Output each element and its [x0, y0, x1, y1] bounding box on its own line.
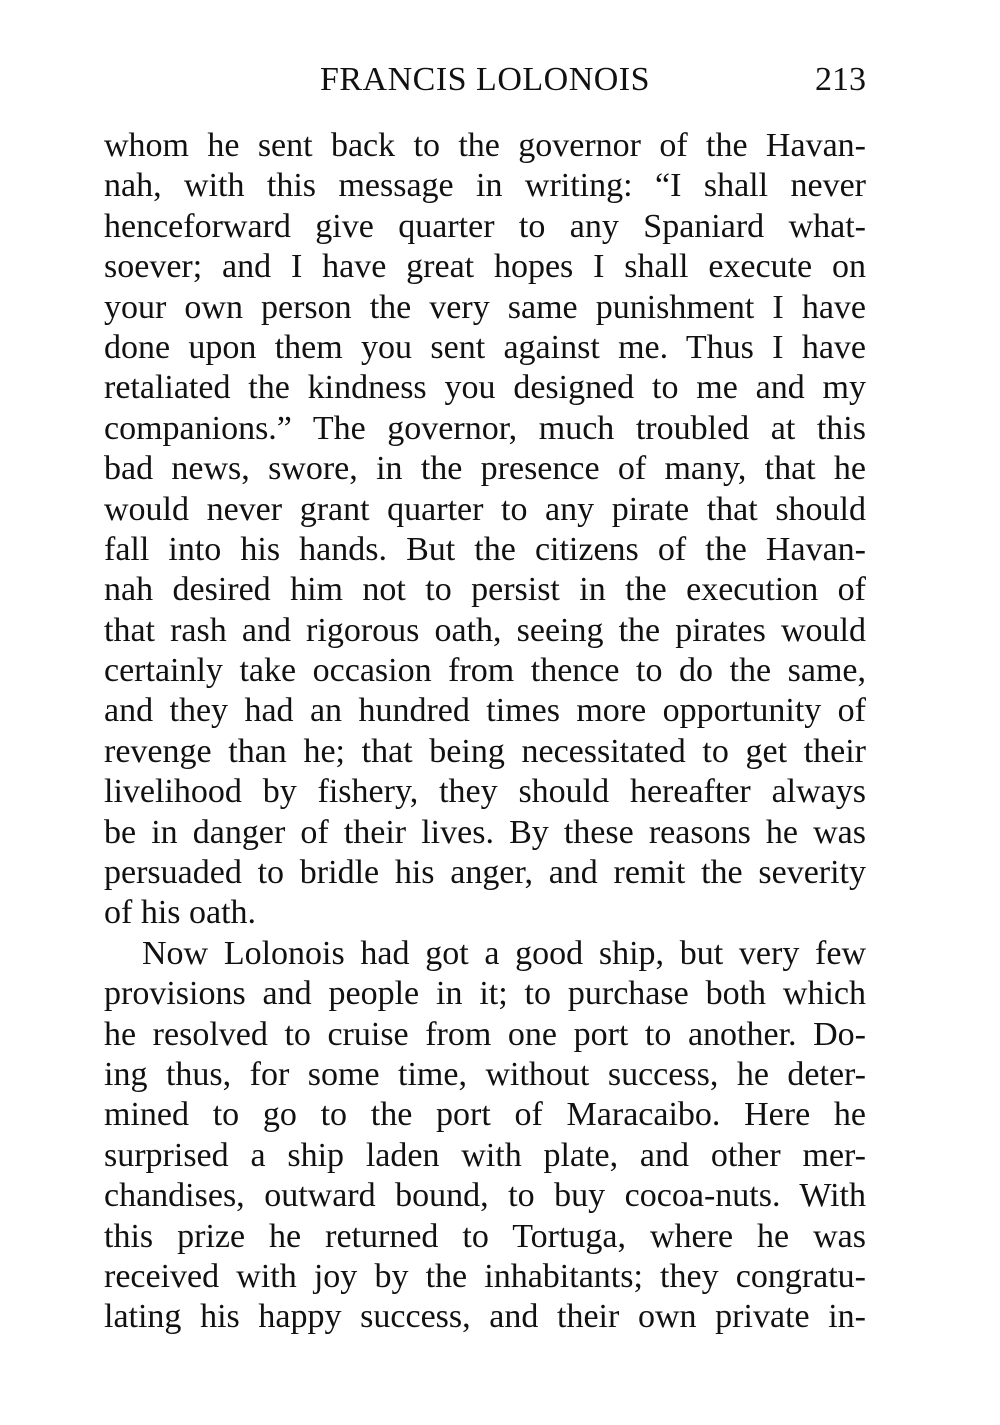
- text-line: ing thus, for some time, without success, he deter-: [104, 1055, 866, 1093]
- text-line: that rash and rigorous oath, seeing the pirates would: [104, 611, 866, 649]
- text-line: provisions and people in it; to purchase both which: [104, 975, 866, 1013]
- text-line: your own person the very same punishment I have: [104, 288, 866, 326]
- text-line: companions.” The governor, much troubled at this: [104, 409, 866, 447]
- text-line: whom he sent back to the governor of the Havan-: [104, 127, 866, 164]
- text-line: surprised a ship laden with plate, and other mer-: [104, 1136, 866, 1174]
- text-line: retaliated the kindness you designed to me and my: [104, 369, 866, 407]
- paragraph-end-line: of his oath.: [104, 894, 257, 932]
- page-number: 213: [815, 61, 866, 98]
- text-line: fall into his hands. But the citizens of the Havan-: [104, 530, 866, 568]
- text-line: nah, with this message in writing: “I shall never: [104, 167, 866, 205]
- text-line: would never grant quarter to any pirate that should: [104, 490, 866, 528]
- text-line: livelihood by fishery, they should hereafter always: [104, 773, 866, 811]
- text-line: bad news, swore, in the presence of many, that he: [104, 450, 866, 488]
- text-line: soever; and I have great hopes I shall execute on: [104, 248, 866, 286]
- text-line: persuaded to bridle his anger, and remit the severity: [104, 854, 866, 892]
- text-line: henceforward give quarter to any Spaniard what-: [104, 207, 866, 245]
- text-line: nah desired him not to persist in the execution of: [104, 571, 866, 609]
- text-line: this prize he returned to Tortuga, where he was: [104, 1217, 866, 1255]
- running-head: [104, 56, 866, 104]
- text-line: certainly take occasion from thence to do the same,: [104, 652, 866, 690]
- text-line: done upon them you sent against me. Thus I have: [104, 328, 866, 366]
- text-line: he resolved to cruise from one port to another. Do-: [104, 1015, 866, 1053]
- paragraph-start-line: Now Lolonois had got a good ship, but very few: [142, 934, 866, 972]
- running-title: FRANCIS LOLONOIS: [319, 61, 651, 98]
- text-line: revenge than he; that being necessitated to get their: [104, 732, 866, 770]
- text-line: chandises, outward bound, to buy cocoa-nuts. With: [104, 1177, 866, 1215]
- text-line: and they had an hundred times more opportunity of: [104, 692, 866, 730]
- text-line: lating his happy success, and their own private in-: [104, 1298, 866, 1336]
- body-text: [104, 126, 866, 1338]
- text-line: mined to go to the port of Maracaibo. Here he: [104, 1096, 866, 1134]
- text-line: received with joy by the inhabitants; they congratu-: [104, 1257, 866, 1295]
- text-line: be in danger of their lives. By these reasons he was: [104, 813, 866, 851]
